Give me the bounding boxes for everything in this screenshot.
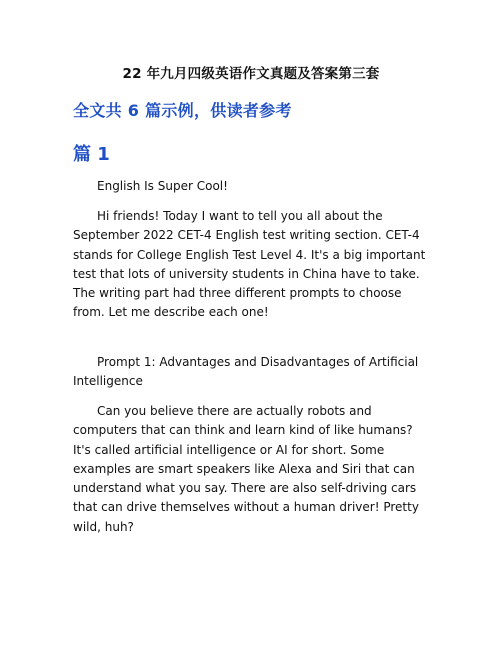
prompt-heading-paragraph: Prompt 1: Advantages and Disadvantages of Artificial Intelligence: [73, 355, 419, 389]
document-title: 22 年九月四级英语作文真题及答案第三套: [122, 66, 380, 82]
section-heading: 篇 1: [73, 144, 110, 165]
intro-paragraph: Hi friends! Today I want to tell you all about the September 2022 CET-4 English test writing section. CET-4 stands for College English Test Level 4. It's a big important test that lots of university students in China have to take. The writing part had three different prompts to choose from. Let me describe each one!: [73, 209, 426, 320]
essay-title-paragraph: English Is Super Cool!: [97, 179, 228, 193]
ai-paragraph: Can you believe there are actually robots and computers that can think and learn kind of like humans? It's called artificial intelligence or AI for short. Some examples are smart speakers like Alexa and Siri that can understand what you say. There are also self-driving cars that can drive themselves without a human driver! Pretty wild, huh?: [73, 404, 419, 534]
document-subtitle: 全文共 6 篇示例，供读者参考: [73, 101, 292, 120]
